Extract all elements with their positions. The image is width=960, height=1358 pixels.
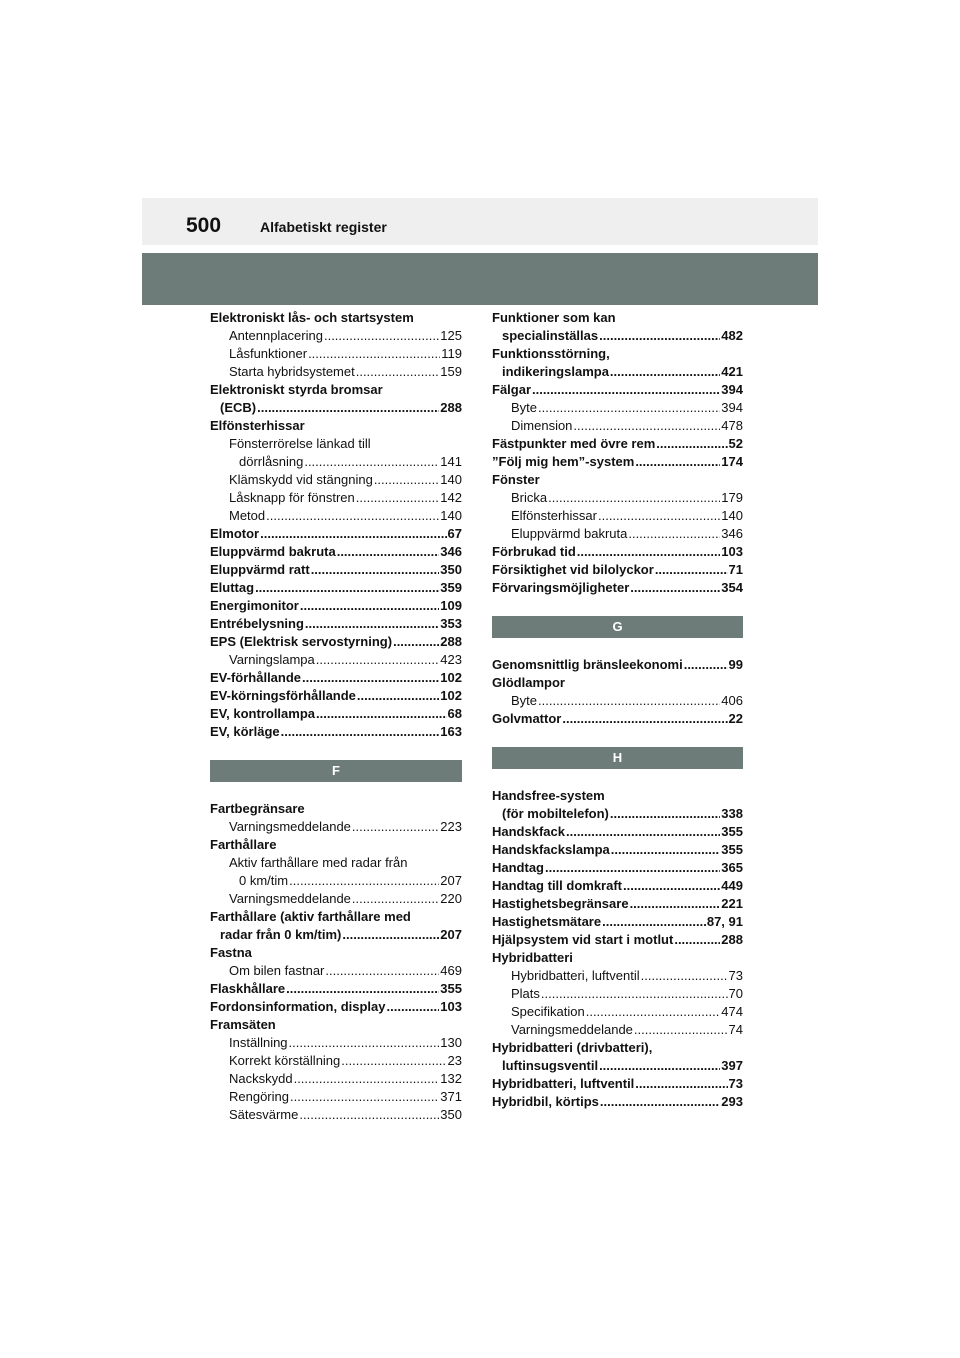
dot-leader	[387, 998, 440, 1016]
dot-leader	[294, 1070, 440, 1088]
index-entry[interactable]	[492, 327, 743, 345]
index-entry[interactable]	[210, 669, 462, 687]
entry-page-number: 397	[721, 1058, 743, 1073]
dot-leader	[684, 656, 728, 674]
index-entry[interactable]	[492, 435, 743, 453]
entry-page-number: 130	[440, 1035, 462, 1050]
index-entry[interactable]	[492, 1093, 743, 1111]
entry-term: Fönster	[492, 472, 540, 487]
index-entry[interactable]	[210, 507, 462, 525]
dot-leader	[281, 723, 440, 741]
entry-term: Hastighetsbegränsare	[492, 896, 629, 911]
entry-term: Handtag	[492, 860, 544, 875]
dot-leader	[308, 345, 440, 363]
dot-leader	[635, 1075, 727, 1093]
dot-leader	[393, 633, 439, 651]
entry-term: specialinställas	[502, 328, 599, 343]
dot-leader	[302, 669, 439, 687]
index-entry[interactable]	[210, 597, 462, 615]
index-entry[interactable]	[492, 967, 743, 985]
dot-leader	[356, 489, 440, 507]
dot-leader	[532, 381, 720, 399]
entry-term: Fönsterrörelse länkad till	[229, 436, 371, 451]
dot-leader	[305, 615, 439, 633]
entry-page-number: 73	[728, 1076, 743, 1091]
index-entry[interactable]	[210, 1070, 462, 1088]
entry-term: Fästpunkter med övre rem	[492, 436, 656, 451]
entry-term: indikeringslampa	[502, 364, 609, 379]
entry-page-number: 478	[721, 418, 743, 433]
entry-term: luftinsugsventil	[502, 1058, 599, 1073]
index-entry[interactable]	[492, 823, 743, 841]
dot-leader	[656, 435, 727, 453]
entry-term: EV-förhållande	[210, 670, 302, 685]
entry-term: Handskfackslampa	[492, 842, 610, 857]
dot-leader	[628, 525, 720, 543]
entry-term: (för mobiltelefon)	[502, 806, 609, 821]
index-entry[interactable]	[492, 399, 743, 417]
index-entry[interactable]	[210, 836, 462, 854]
index-entry[interactable]	[210, 908, 462, 926]
index-entry[interactable]	[210, 327, 462, 345]
entry-term: dörrlåsning	[239, 454, 304, 469]
entry-term: Sätesvärme	[229, 1107, 299, 1122]
index-entry[interactable]	[492, 345, 743, 363]
dot-leader	[290, 1088, 439, 1106]
dot-leader	[260, 525, 446, 543]
dot-leader	[356, 363, 440, 381]
index-entry[interactable]	[210, 561, 462, 579]
index-entry[interactable]	[492, 1021, 743, 1039]
dot-leader	[641, 967, 728, 985]
entry-page-number: 132	[440, 1071, 462, 1086]
entry-page-number: 103	[440, 999, 462, 1014]
entry-term: Glödlampor	[492, 675, 565, 690]
entry-page-number: 365	[721, 860, 743, 875]
entry-page-number: 346	[440, 544, 462, 559]
entry-page-number: 355	[440, 981, 462, 996]
dot-leader	[337, 543, 440, 561]
entry-page-number: 140	[440, 508, 462, 523]
dot-leader	[311, 561, 440, 579]
entry-page-number: 102	[440, 688, 462, 703]
index-entry[interactable]	[210, 633, 462, 651]
index-entry[interactable]	[210, 471, 462, 489]
index-entry[interactable]	[210, 525, 462, 543]
dot-leader	[266, 507, 439, 525]
dot-leader	[374, 471, 439, 489]
entry-term: Metod	[229, 508, 266, 523]
index-entry[interactable]	[492, 674, 743, 692]
entry-page-number: 163	[440, 724, 462, 739]
dot-leader	[357, 687, 439, 705]
dot-leader	[541, 985, 728, 1003]
entry-term: Varningsmeddelande	[511, 1022, 633, 1037]
index-entry[interactable]	[492, 525, 743, 543]
entry-term: Plats	[511, 986, 540, 1001]
index-entry[interactable]	[210, 1034, 462, 1052]
index-entry[interactable]	[492, 471, 743, 489]
entry-term: EV, körläge	[210, 724, 280, 739]
index-entry[interactable]	[210, 399, 462, 417]
entry-term: Fordonsinformation, display	[210, 999, 386, 1014]
entry-term: Framsäten	[210, 1017, 276, 1032]
dot-leader	[599, 327, 720, 345]
index-entry[interactable]	[210, 1016, 462, 1034]
index-entry[interactable]	[210, 345, 462, 363]
dot-leader	[610, 805, 720, 823]
entry-term: Elektroniskt styrda bromsar	[210, 382, 383, 397]
entry-term: EV, kontrollampa	[210, 706, 315, 721]
entry-term: Funktioner som kan	[492, 310, 616, 325]
entry-page-number: 207	[440, 873, 462, 888]
entry-term: Låsfunktioner	[229, 346, 308, 361]
dot-leader	[634, 1021, 728, 1039]
entry-page-number: 125	[440, 328, 462, 343]
index-entry[interactable]	[492, 895, 743, 913]
entry-term: Korrekt körställning	[229, 1053, 341, 1068]
entry-term: Hjälpsystem vid start i motlut	[492, 932, 674, 947]
section-title: Alfabetiskt register	[260, 219, 387, 235]
dot-leader	[257, 399, 439, 417]
entry-term: Elmotor	[210, 526, 260, 541]
entry-term: Rengöring	[229, 1089, 289, 1104]
index-entry[interactable]	[492, 561, 743, 579]
entry-page-number: 99	[728, 657, 743, 672]
entry-page-number: 353	[440, 616, 462, 631]
entry-term: Låsknapp för fönstren	[229, 490, 355, 505]
index-entry[interactable]	[492, 1057, 743, 1075]
entry-page-number: 371	[440, 1089, 462, 1104]
index-entry[interactable]	[492, 489, 743, 507]
entry-term: Förbrukad tid	[492, 544, 576, 559]
header-band	[142, 253, 818, 305]
entry-page-number: 179	[721, 490, 743, 505]
index-entry[interactable]	[210, 854, 462, 872]
dot-leader	[630, 895, 721, 913]
index-entry[interactable]	[492, 579, 743, 597]
index-entry[interactable]	[492, 913, 743, 931]
header-bar	[142, 198, 818, 245]
entry-term: Starta hybridsystemet	[229, 364, 355, 379]
entry-term: Varningsmeddelande	[229, 819, 351, 834]
index-entry[interactable]	[492, 363, 743, 381]
entry-term: Nackskydd	[229, 1071, 293, 1086]
dot-leader	[545, 859, 720, 877]
entry-term: Dimension	[511, 418, 573, 433]
index-entry[interactable]	[210, 363, 462, 381]
dot-leader	[538, 399, 720, 417]
dot-leader	[600, 1093, 720, 1111]
entry-page-number: 22	[728, 711, 743, 726]
entry-term: EV-körningsförhållande	[210, 688, 356, 703]
index-column-right	[492, 309, 743, 1111]
entry-term: Entrébelysning	[210, 616, 304, 631]
entry-page-number: 70	[728, 986, 743, 1001]
dot-leader	[548, 489, 720, 507]
entry-term: Varningslampa	[229, 652, 315, 667]
entry-page-number: 293	[721, 1094, 743, 1109]
index-entry[interactable]	[492, 1075, 743, 1093]
index-entry[interactable]	[492, 877, 743, 895]
entry-term: Flaskhållare	[210, 981, 286, 996]
index-entry[interactable]	[210, 381, 462, 399]
entry-term: Eluppvärmd bakruta	[511, 526, 628, 541]
entry-page-number: 346	[721, 526, 743, 541]
index-entry[interactable]	[492, 985, 743, 1003]
entry-term: Byte	[511, 693, 538, 708]
entry-page-number: 288	[440, 400, 462, 415]
index-entry[interactable]	[492, 710, 743, 728]
page-number: 500	[186, 214, 222, 237]
index-column-left	[210, 309, 462, 1124]
dot-leader	[304, 453, 439, 471]
entry-term: Fastna	[210, 945, 252, 960]
index-entry[interactable]	[492, 787, 743, 805]
index-entry[interactable]	[210, 944, 462, 962]
index-entry[interactable]	[210, 687, 462, 705]
entry-term: Om bilen fastnar	[229, 963, 325, 978]
index-entry[interactable]	[210, 1088, 462, 1106]
entry-term: EPS (Elektrisk servostyrning)	[210, 634, 393, 649]
letter-heading: H	[492, 747, 743, 769]
dot-leader	[577, 543, 721, 561]
entry-term: Elfönsterhissar	[511, 508, 597, 523]
entry-term: Förvaringsmöjligheter	[492, 580, 630, 595]
entry-term: Elfönsterhissar	[210, 418, 305, 433]
dot-leader	[623, 877, 720, 895]
index-entry[interactable]	[210, 1052, 462, 1070]
index-entry[interactable]	[210, 890, 462, 908]
entry-page-number: 109	[440, 598, 462, 613]
index-entry[interactable]	[210, 818, 462, 836]
entry-page-number: 140	[721, 508, 743, 523]
index-entry[interactable]	[492, 381, 743, 399]
entry-page-number: 449	[721, 878, 743, 893]
entry-page-number: 359	[440, 580, 462, 595]
index-entry[interactable]	[492, 859, 743, 877]
dot-leader	[324, 327, 439, 345]
index-entry[interactable]	[210, 417, 462, 435]
entry-term: Hybridbatteri (drivbatteri),	[492, 1040, 653, 1055]
entry-term: Varningsmeddelande	[229, 891, 351, 906]
entry-page-number: 354	[721, 580, 743, 595]
entry-page-number: 482	[721, 328, 743, 343]
entry-term: Genomsnittlig bränsleekonomi	[492, 657, 683, 672]
entry-term: Hybridbatteri, luftventil	[511, 968, 640, 983]
entry-term: Eluppvärmd bakruta	[210, 544, 336, 559]
entry-page-number: 74	[728, 1022, 743, 1037]
entry-page-number: 288	[721, 932, 743, 947]
entry-page-number: 159	[440, 364, 462, 379]
index-entry[interactable]	[492, 309, 743, 327]
index-entry[interactable]	[210, 926, 462, 944]
entry-term: Energimonitor	[210, 598, 299, 613]
index-entry[interactable]	[210, 453, 462, 471]
dot-leader	[538, 692, 720, 710]
dot-leader	[255, 579, 439, 597]
index-entry[interactable]	[492, 805, 743, 823]
dot-leader	[611, 841, 721, 859]
index-entry[interactable]	[492, 1039, 743, 1057]
entry-term: Eluppvärmd ratt	[210, 562, 310, 577]
letter-heading: F	[210, 760, 462, 782]
entry-page-number: 174	[721, 454, 743, 469]
entry-term: ”Följ mig hem”-system	[492, 454, 635, 469]
index-entry[interactable]	[210, 998, 462, 1016]
letter-heading: G	[492, 616, 743, 638]
entry-page-number: 394	[721, 382, 743, 397]
entry-term: Aktiv farthållare med radar från	[229, 855, 408, 870]
dot-leader	[316, 705, 447, 723]
entry-page-number: 355	[721, 842, 743, 857]
entry-term: Fälgar	[492, 382, 532, 397]
dot-leader	[586, 1003, 721, 1021]
entry-page-number: 68	[447, 706, 462, 721]
entry-term: Specifikation	[511, 1004, 585, 1019]
index-entry[interactable]	[210, 872, 462, 890]
entry-page-number: 469	[440, 963, 462, 978]
index-entry[interactable]	[492, 453, 743, 471]
entry-page-number: 87, 91	[706, 914, 743, 929]
index-entry[interactable]	[492, 507, 743, 525]
entry-term: Golvmattor	[492, 711, 562, 726]
entry-term: Handsfree-system	[492, 788, 605, 803]
dot-leader	[316, 651, 440, 669]
entry-term: Hybridbatteri, luftventil	[492, 1076, 635, 1091]
entry-term: Elektroniskt lås- och startsystem	[210, 310, 414, 325]
entry-term: Funktionsstörning,	[492, 346, 610, 361]
dot-leader	[573, 417, 720, 435]
entry-page-number: 338	[721, 806, 743, 821]
entry-page-number: 355	[721, 824, 743, 839]
entry-page-number: 288	[440, 634, 462, 649]
entry-page-number: 421	[721, 364, 743, 379]
dot-leader	[289, 872, 439, 890]
entry-term: 0 km/tim	[239, 873, 289, 888]
index-entry[interactable]	[492, 417, 743, 435]
entry-term: Fartbegränsare	[210, 801, 305, 816]
entry-term: Byte	[511, 400, 538, 415]
index-entry[interactable]	[210, 543, 462, 561]
dot-leader	[610, 363, 720, 381]
index-entry[interactable]	[210, 705, 462, 723]
entry-page-number: 119	[441, 346, 462, 361]
index-entry[interactable]	[492, 949, 743, 967]
index-entry[interactable]	[492, 692, 743, 710]
entry-page-number: 220	[440, 891, 462, 906]
dot-leader	[352, 890, 439, 908]
dot-leader	[562, 710, 727, 728]
entry-term: Hastighetsmätare	[492, 914, 602, 929]
entry-page-number: 140	[440, 472, 462, 487]
dot-leader	[602, 913, 706, 931]
dot-leader	[674, 931, 720, 949]
index-entry[interactable]	[210, 489, 462, 507]
dot-leader	[352, 818, 439, 836]
dot-leader	[341, 1052, 446, 1070]
entry-page-number: 103	[721, 544, 743, 559]
entry-page-number: 67	[447, 526, 462, 541]
entry-page-number: 394	[721, 400, 743, 415]
entry-term: Klämskydd vid stängning	[229, 472, 373, 487]
dot-leader	[342, 926, 439, 944]
entry-page-number: 71	[728, 562, 743, 577]
dot-leader	[630, 579, 720, 597]
entry-page-number: 23	[447, 1053, 462, 1068]
entry-page-number: 350	[440, 562, 462, 577]
entry-term: radar från 0 km/tim)	[220, 927, 342, 942]
dot-leader	[289, 1034, 440, 1052]
entry-term: Hybridbil, körtips	[492, 1094, 599, 1109]
entry-term: Antennplacering	[229, 328, 323, 343]
index-entry[interactable]	[210, 615, 462, 633]
dot-leader	[635, 453, 720, 471]
entry-page-number: 52	[728, 436, 743, 451]
dot-leader	[286, 980, 439, 998]
entry-term: Bricka	[511, 490, 548, 505]
index-entry[interactable]	[210, 723, 462, 741]
entry-page-number: 350	[440, 1107, 462, 1122]
dot-leader	[566, 823, 720, 841]
index-entry[interactable]	[210, 309, 462, 327]
entry-page-number: 102	[440, 670, 462, 685]
entry-term: Farthållare (aktiv farthållare med	[210, 909, 411, 924]
entry-page-number: 141	[440, 454, 462, 469]
entry-term: Farthållare	[210, 837, 277, 852]
entry-page-number: 207	[440, 927, 462, 942]
entry-page-number: 73	[728, 968, 743, 983]
dot-leader	[299, 1106, 439, 1124]
dot-leader	[655, 561, 728, 579]
index-entry[interactable]	[492, 1003, 743, 1021]
dot-leader	[598, 507, 720, 525]
entry-term: Försiktighet vid bilolyckor	[492, 562, 654, 577]
entry-page-number: 223	[440, 819, 462, 834]
index-entry[interactable]	[210, 980, 462, 998]
index-entry[interactable]	[210, 651, 462, 669]
index-entry[interactable]	[492, 931, 743, 949]
index-entry[interactable]	[492, 656, 743, 674]
dot-leader	[300, 597, 439, 615]
dot-leader	[599, 1057, 720, 1075]
index-entry[interactable]	[210, 1106, 462, 1124]
index-entry[interactable]	[210, 962, 462, 980]
index-entry[interactable]	[210, 800, 462, 818]
dot-leader	[325, 962, 439, 980]
entry-page-number: 221	[721, 896, 743, 911]
index-entry[interactable]	[210, 435, 462, 453]
entry-term: Hybridbatteri	[492, 950, 573, 965]
entry-term: (ECB)	[220, 400, 257, 415]
entry-term: Handtag till domkraft	[492, 878, 623, 893]
index-entry[interactable]	[492, 543, 743, 561]
entry-term: Eluttag	[210, 580, 255, 595]
entry-page-number: 423	[440, 652, 462, 667]
entry-term: Inställning	[229, 1035, 288, 1050]
index-entry[interactable]	[210, 579, 462, 597]
entry-page-number: 406	[721, 693, 743, 708]
index-entry[interactable]	[492, 841, 743, 859]
entry-term: Handskfack	[492, 824, 565, 839]
entry-page-number: 474	[721, 1004, 743, 1019]
entry-page-number: 142	[440, 490, 462, 505]
